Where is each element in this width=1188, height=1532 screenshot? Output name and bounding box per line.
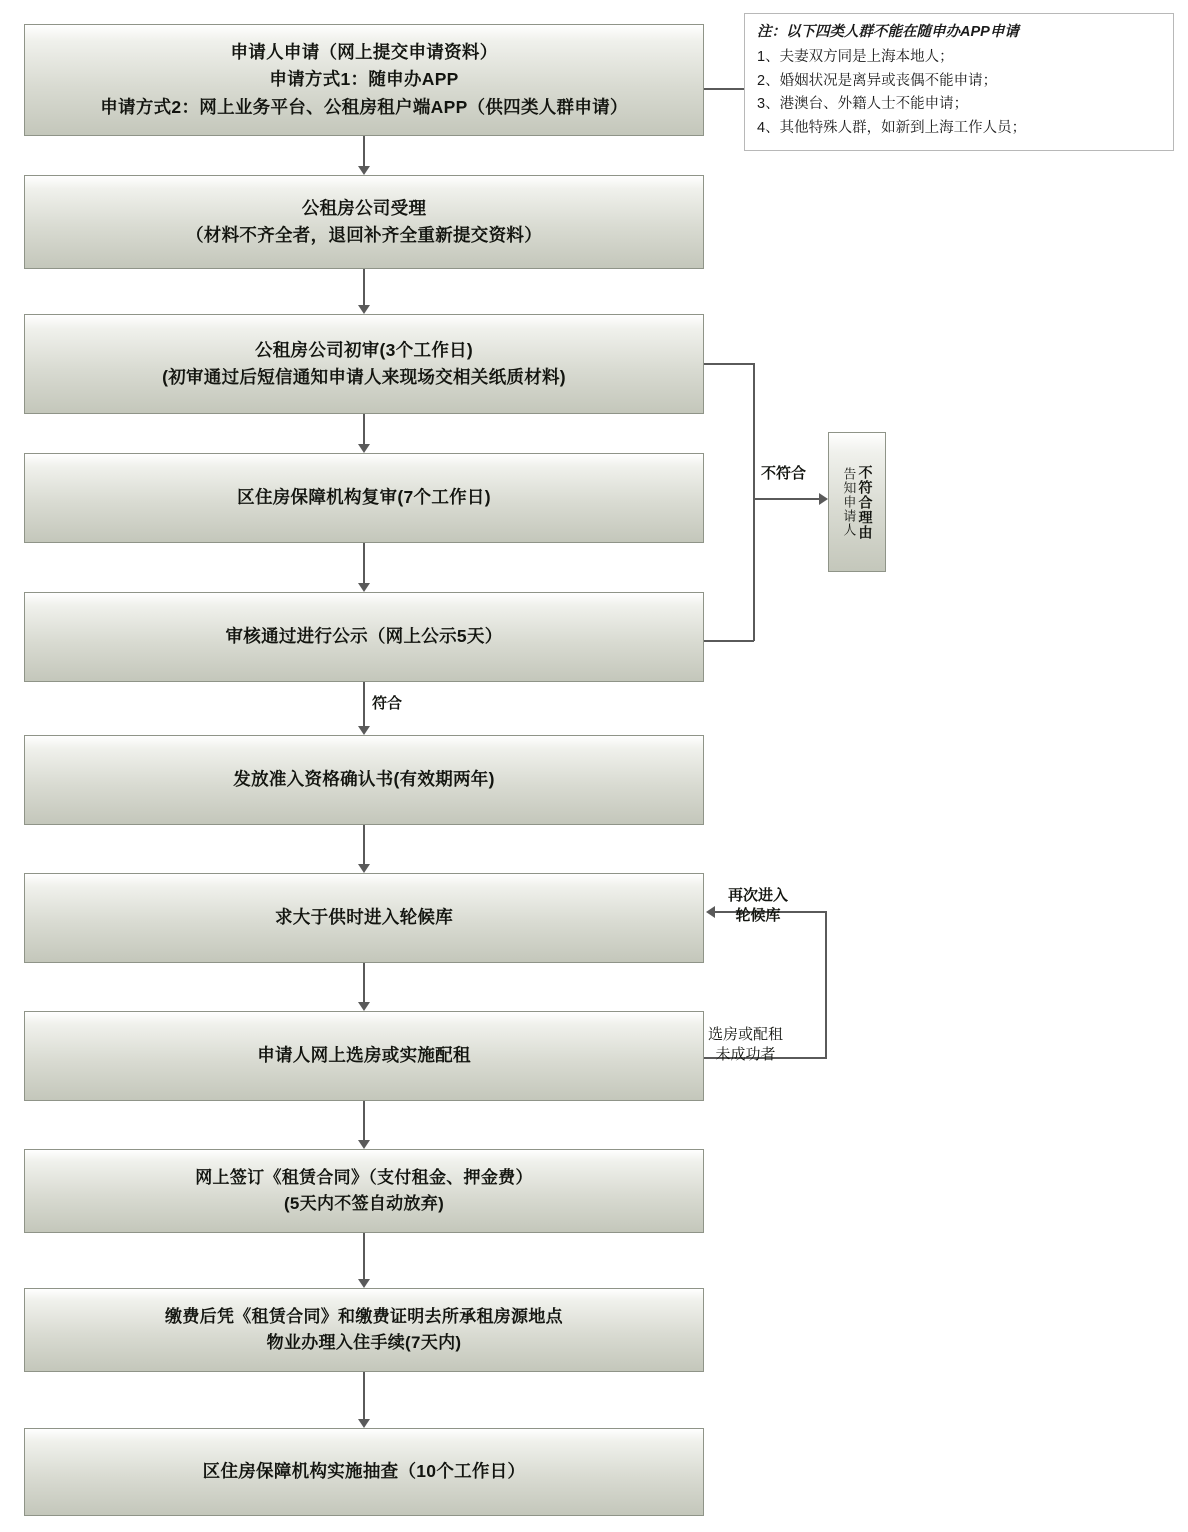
connector-second-review-publicity — [363, 543, 365, 583]
node-publicity-line-1: 审核通过进行公示（网上公示5天） — [225, 626, 503, 647]
node-publicity — [24, 592, 704, 682]
reject-notice-col-left: 告知申请人 — [841, 467, 857, 537]
node-select-house — [24, 1011, 704, 1101]
arrow-apply-accept — [358, 166, 370, 175]
node-check-in-line-2: 物业办理入住手续(7天内) — [266, 1333, 462, 1352]
node-second-review-line-1: 区住房保障机构复审(7个工作日) — [237, 487, 491, 508]
node-apply — [24, 24, 704, 136]
note-box — [744, 13, 1174, 151]
node-apply-line-1: 申请人申请（网上提交申请资料） — [230, 42, 498, 63]
arrow-first-second-review — [358, 444, 370, 453]
node-first-review-line-2: (初审通过后短信通知申请人来现场交相关纸质材料) — [162, 367, 566, 387]
node-sign-contract-line-2: (5天内不签自动放弃) — [283, 1194, 445, 1213]
connector-first-review-reject — [704, 363, 754, 365]
node-accept-line-2: （材料不齐全者，退回补齐全重新提交资料） — [186, 225, 542, 245]
node-accept-line-1: 公租房公司受理 — [301, 197, 427, 218]
connector-accept-first-review — [363, 269, 365, 305]
arrow-check-in-spot-check — [358, 1419, 370, 1428]
node-select-house-line-1: 申请人网上选房或实施配租 — [257, 1045, 471, 1066]
connector-sign-check-in — [363, 1233, 365, 1279]
connector-publicity-certificate — [363, 682, 365, 726]
connector-certificate-waiting-pool — [363, 825, 365, 864]
connector-publicity-reject — [704, 640, 754, 642]
arrow-second-review-publicity — [358, 583, 370, 592]
node-reject-notice — [828, 432, 886, 572]
node-waiting-pool-line-1: 求大于供时进入轮候库 — [275, 907, 453, 928]
note-item-1: 1、夫妻双方同是上海本地人； — [757, 49, 954, 66]
arrow-publicity-certificate — [358, 726, 370, 735]
node-second-review — [24, 453, 704, 543]
arrow-certificate-waiting-pool — [358, 864, 370, 873]
note-item-2: 2、婚姻状况是离异或丧偶不能申请； — [757, 72, 998, 89]
arrow-sign-check-in — [358, 1279, 370, 1288]
node-spot-check-line-1: 区住房保障机构实施抽查（10个工作日） — [202, 1461, 526, 1482]
arrow-waiting-select — [358, 1002, 370, 1011]
node-first-review — [24, 314, 704, 414]
connector-waiting-select — [363, 963, 365, 1002]
node-check-in — [24, 1288, 704, 1372]
note-item-3: 3、港澳台、外籍人士不能申请； — [757, 96, 969, 113]
arrow-loop-to-waiting-pool — [706, 906, 715, 918]
connector-loop-right — [825, 911, 827, 1059]
node-first-review-line-1: 公租房公司初审(3个工作日) — [254, 339, 474, 360]
connector-reject-to-box — [753, 498, 825, 500]
connector-apply-to-note — [704, 88, 744, 90]
connector-select-sign — [363, 1101, 365, 1140]
node-certificate-line-1: 发放准入资格确认书(有效期两年) — [233, 769, 495, 790]
edge-label-not-qualified: 不符合 — [761, 465, 807, 482]
connector-check-in-spot-check — [363, 1372, 365, 1419]
arrow-accept-first-review — [358, 305, 370, 314]
node-spot-check — [24, 1428, 704, 1516]
note-title: 注：以下四类人群不能在随申办APP申请 — [757, 24, 1019, 40]
node-check-in-line-1: 缴费后凭《租赁合同》和缴费证明去所承租房源地点 — [165, 1306, 563, 1326]
node-apply-line-2: 申请方式1：随申办APP — [269, 69, 459, 90]
connector-reject-trunk — [753, 363, 755, 641]
connector-first-second-review — [363, 414, 365, 444]
edge-label-qualified: 符合 — [372, 695, 403, 712]
node-certificate — [24, 735, 704, 825]
node-sign-contract-line-1: 网上签订《租赁合同》（支付租金、押金费） — [195, 1167, 533, 1187]
node-accept — [24, 175, 704, 269]
reject-notice-col-right: 不符合理由 — [857, 464, 874, 540]
arrow-select-sign — [358, 1140, 370, 1149]
connector-apply-accept — [363, 136, 365, 166]
node-waiting-pool — [24, 873, 704, 963]
node-apply-line-3: 申请方式2：网上业务平台、公租房租户端APP（供四类人群申请） — [100, 96, 628, 117]
edge-label-failed-selection: 选房或配租 未成功者 — [708, 1026, 784, 1064]
node-sign-contract — [24, 1149, 704, 1233]
note-item-4: 4、其他特殊人群，如新到上海工作人员； — [757, 119, 1027, 136]
arrow-reject-to-box — [819, 493, 828, 505]
edge-label-re-enter-pool: 再次进入 轮候库 — [728, 887, 789, 925]
